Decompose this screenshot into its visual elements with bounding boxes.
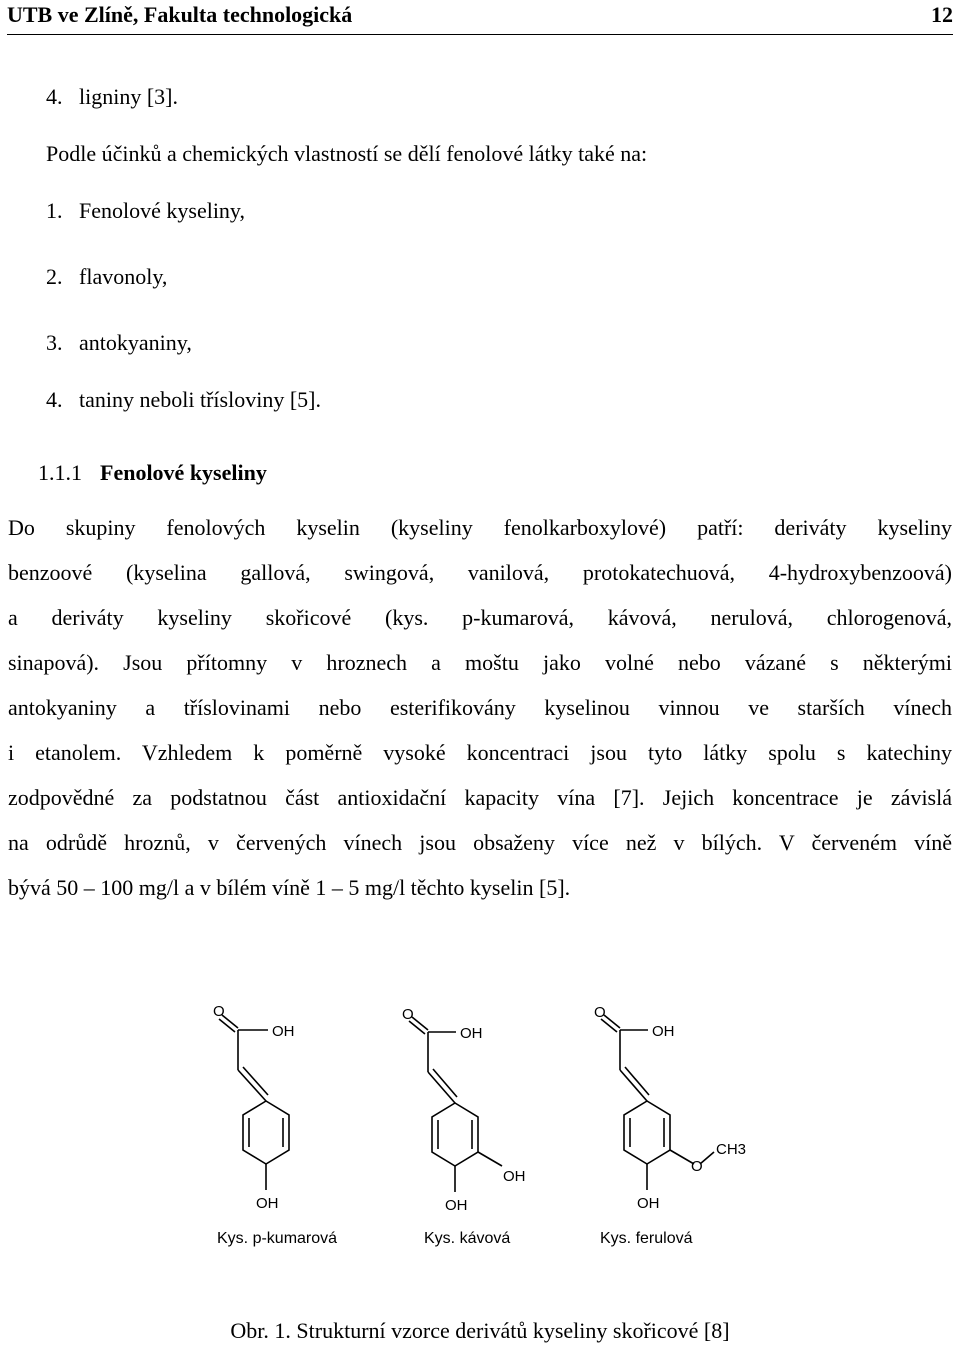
- label-o: O: [594, 1004, 606, 1021]
- molecule-p-coumaric: [213, 1003, 337, 1247]
- list-item: 2. flavonoly,: [46, 264, 168, 289]
- list-item-lignin: 4. ligniny [3].: [46, 84, 178, 109]
- list-item: 1. Fenolové kyseliny,: [46, 198, 245, 223]
- page-header: [7, 0, 953, 35]
- page-number: 12: [931, 2, 953, 27]
- paragraph-line: sinapová). Jsou přítomny v hroznech a moštu jako volné nebo vázané s některými: [8, 650, 952, 675]
- label-oh: OH: [637, 1195, 660, 1212]
- label-oh: OH: [652, 1023, 675, 1040]
- header-title: UTB ve Zlíně, Fakulta technologická: [7, 2, 353, 27]
- section-title: Fenolové kyseliny: [100, 460, 267, 485]
- molecule-ferulic: [594, 1004, 746, 1247]
- section-number: 1.1.1: [38, 460, 82, 485]
- figure-caption: Obr. 1. Strukturní vzorce derivátů kyseliny skořicové [8]: [230, 1318, 730, 1343]
- paragraph-last-line: bývá 50 – 100 mg/l a v bílém víně 1 – 5 mg/l těchto kyselin [5].: [8, 875, 571, 900]
- list-item: 4. taniny neboli třísloviny [5].: [46, 387, 321, 412]
- intro-text: Podle účinků a chemických vlastností se dělí fenolové látky také na:: [46, 141, 648, 166]
- paragraph-line: na odrůdě hroznů, v červených vínech jsou obsaženy více než v bílých. V červeném víně: [8, 830, 952, 855]
- list-item: 3. antokyaniny,: [46, 330, 192, 355]
- paragraph-line: antokyaniny a tříslovinami nebo esterifikovány kyselinou vinnou ve starších vínech: [8, 695, 952, 720]
- label-o: O: [402, 1006, 414, 1023]
- section-heading: [38, 460, 267, 486]
- name-p-coumaric: Kys. p-kumarová: [217, 1230, 338, 1247]
- paragraph-line: a deriváty kyseliny skořicové (kys. p-kumarová, kávová, nerulová, chlorogenová,: [8, 605, 952, 630]
- label-oh: OH: [445, 1197, 468, 1214]
- label-o: O: [691, 1158, 703, 1175]
- label-oh: OH: [460, 1025, 483, 1042]
- molecule-caffeic: [402, 1006, 526, 1247]
- name-caffeic: Kys. kávová: [424, 1230, 511, 1247]
- label-ch3: CH3: [716, 1141, 747, 1158]
- paragraph-line: Do skupiny fenolových kyselin (kyseliny fenolkarboxylové) patří: deriváty kyseliny: [8, 515, 952, 540]
- label-oh: OH: [272, 1023, 295, 1040]
- label-oh: OH: [256, 1195, 279, 1212]
- structure-figure: [200, 995, 770, 1255]
- paragraph-line: zodpovědné za podstatnou část antioxidační kapacity vína [7]. Jejich koncentrace je závislá: [8, 785, 952, 810]
- label-oh: OH: [503, 1168, 526, 1185]
- paragraph-line: benzoové (kyselina gallová, swingová, vanilová, protokatechuová, 4-hydroxybenzoová): [8, 560, 952, 585]
- label-o: O: [213, 1003, 225, 1020]
- name-ferulic: Kys. ferulová: [600, 1230, 693, 1247]
- paragraph-line: i etanolem. Vzhledem k poměrně vysoké koncentraci jsou tyto látky spolu s katechiny: [8, 740, 952, 765]
